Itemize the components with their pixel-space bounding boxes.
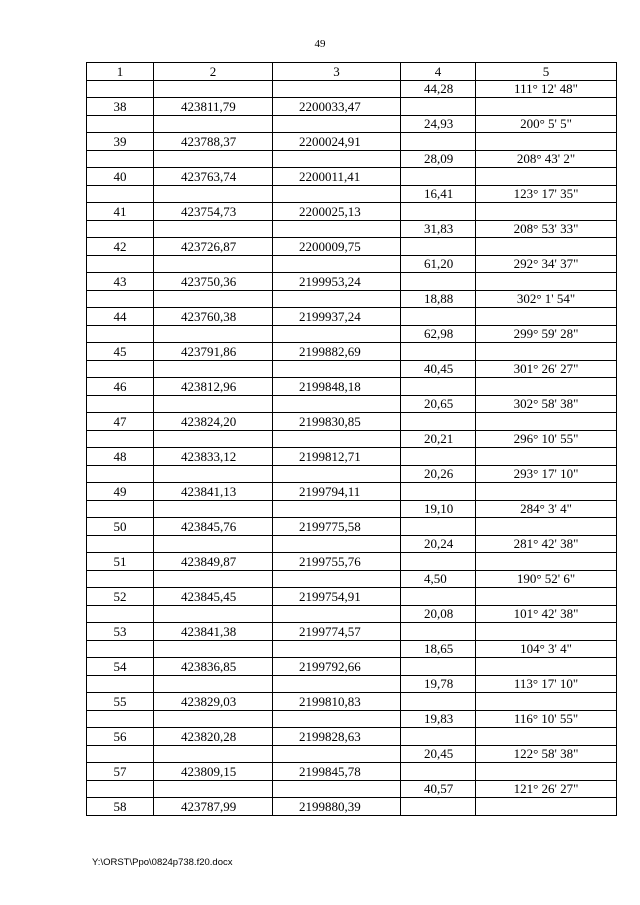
- table-row: [87, 80, 617, 98]
- cell-bearing: [476, 168, 617, 186]
- cell-length: [401, 343, 476, 361]
- cell-coord-x: 423820,28: [154, 728, 273, 746]
- table-row: [87, 623, 617, 641]
- cell-bearing: 301° 26' 27": [476, 360, 617, 378]
- cell-bearing: [476, 623, 617, 641]
- cell-coord-x: 423754,73: [154, 203, 273, 221]
- cell-bearing: 299° 59' 28": [476, 325, 617, 343]
- cell-point-number: [87, 745, 154, 763]
- cell-coord-x: [154, 220, 273, 238]
- cell-coord-x: [154, 430, 273, 448]
- cell-coord-y: 2199830,85: [273, 413, 401, 431]
- cell-bearing: 101° 42' 38": [476, 605, 617, 623]
- cell-bearing: [476, 378, 617, 396]
- table-row: [87, 745, 617, 763]
- cell-coord-x: [154, 150, 273, 168]
- table-row: [87, 133, 617, 151]
- cell-length: [401, 763, 476, 781]
- page-number: 49: [314, 38, 326, 50]
- cell-coord-y: [273, 80, 401, 98]
- cell-coord-y: [273, 290, 401, 308]
- cell-length: [401, 518, 476, 536]
- cell-coord-y: [273, 710, 401, 728]
- cell-bearing: 200° 5' 5": [476, 115, 617, 133]
- cell-bearing: 302° 1' 54": [476, 290, 617, 308]
- cell-length: 18,88: [401, 290, 476, 308]
- table-row: [87, 150, 617, 168]
- cell-coord-y: [273, 220, 401, 238]
- cell-coord-x: [154, 570, 273, 588]
- cell-coord-y: [273, 605, 401, 623]
- cell-point-number: 51: [87, 553, 154, 571]
- cell-coord-x: [154, 710, 273, 728]
- table-body: [87, 80, 617, 815]
- cell-bearing: [476, 343, 617, 361]
- cell-coord-x: 423811,79: [154, 98, 273, 116]
- cell-length: 19,10: [401, 500, 476, 518]
- cell-point-number: 46: [87, 378, 154, 396]
- cell-coord-x: 423809,15: [154, 763, 273, 781]
- cell-coord-x: 423791,86: [154, 343, 273, 361]
- table-row: [87, 763, 617, 781]
- cell-coord-y: [273, 430, 401, 448]
- cell-length: [401, 728, 476, 746]
- cell-coord-y: [273, 255, 401, 273]
- cell-bearing: [476, 728, 617, 746]
- table-row: [87, 238, 617, 256]
- header-col-4: 4: [401, 63, 476, 81]
- cell-point-number: 50: [87, 518, 154, 536]
- table-row: [87, 675, 617, 693]
- cell-coord-x: [154, 745, 273, 763]
- cell-coord-y: 2199755,76: [273, 553, 401, 571]
- cell-bearing: [476, 413, 617, 431]
- cell-bearing: 116° 10' 55": [476, 710, 617, 728]
- cell-bearing: 123° 17' 35": [476, 185, 617, 203]
- cell-point-number: 42: [87, 238, 154, 256]
- cell-point-number: [87, 640, 154, 658]
- cell-length: [401, 658, 476, 676]
- cell-bearing: 111° 12' 48": [476, 80, 617, 98]
- cell-coord-y: 2199845,78: [273, 763, 401, 781]
- cell-coord-y: 2199882,69: [273, 343, 401, 361]
- table-row: [87, 658, 617, 676]
- cell-length: [401, 413, 476, 431]
- table-row: [87, 588, 617, 606]
- header-col-5: 5: [476, 63, 617, 81]
- cell-coord-y: 2199812,71: [273, 448, 401, 466]
- table-row: [87, 255, 617, 273]
- cell-point-number: [87, 570, 154, 588]
- cell-bearing: 122° 58' 38": [476, 745, 617, 763]
- cell-length: [401, 168, 476, 186]
- cell-coord-y: 2199953,24: [273, 273, 401, 291]
- cell-coord-y: 2199880,39: [273, 798, 401, 816]
- cell-point-number: 44: [87, 308, 154, 326]
- cell-bearing: 284° 3' 4": [476, 500, 617, 518]
- cell-bearing: 293° 17' 10": [476, 465, 617, 483]
- table-row: [87, 343, 617, 361]
- cell-bearing: 296° 10' 55": [476, 430, 617, 448]
- cell-bearing: [476, 483, 617, 501]
- cell-length: 4,50: [401, 570, 476, 588]
- cell-point-number: [87, 675, 154, 693]
- cell-bearing: 292° 34' 37": [476, 255, 617, 273]
- table-row: [87, 500, 617, 518]
- cell-bearing: 208° 53' 33": [476, 220, 617, 238]
- cell-point-number: [87, 80, 154, 98]
- cell-length: [401, 483, 476, 501]
- cell-bearing: 190° 52' 6": [476, 570, 617, 588]
- cell-length: [401, 98, 476, 116]
- table-row: [87, 290, 617, 308]
- cell-coord-x: [154, 255, 273, 273]
- cell-coord-x: [154, 325, 273, 343]
- cell-point-number: [87, 430, 154, 448]
- cell-length: 61,20: [401, 255, 476, 273]
- cell-length: 31,83: [401, 220, 476, 238]
- cell-coord-x: [154, 115, 273, 133]
- cell-coord-y: [273, 115, 401, 133]
- cell-point-number: [87, 290, 154, 308]
- cell-point-number: 48: [87, 448, 154, 466]
- cell-coord-y: [273, 745, 401, 763]
- cell-coord-x: 423845,76: [154, 518, 273, 536]
- cell-bearing: [476, 133, 617, 151]
- table-row: [87, 465, 617, 483]
- cell-point-number: [87, 780, 154, 798]
- cell-length: 20,45: [401, 745, 476, 763]
- cell-bearing: [476, 448, 617, 466]
- cell-coord-x: [154, 185, 273, 203]
- cell-coord-y: [273, 640, 401, 658]
- cell-point-number: [87, 395, 154, 413]
- table-row: [87, 570, 617, 588]
- cell-point-number: 45: [87, 343, 154, 361]
- cell-coord-x: 423824,20: [154, 413, 273, 431]
- table-row: [87, 325, 617, 343]
- cell-coord-x: 423833,12: [154, 448, 273, 466]
- table-row: [87, 483, 617, 501]
- cell-length: 20,65: [401, 395, 476, 413]
- cell-coord-x: [154, 780, 273, 798]
- cell-coord-x: 423849,87: [154, 553, 273, 571]
- cell-length: [401, 553, 476, 571]
- cell-length: 20,24: [401, 535, 476, 553]
- cell-coord-x: 423750,36: [154, 273, 273, 291]
- cell-coord-y: [273, 675, 401, 693]
- cell-point-number: [87, 465, 154, 483]
- cell-point-number: 47: [87, 413, 154, 431]
- cell-coord-y: 2199774,57: [273, 623, 401, 641]
- cell-point-number: 41: [87, 203, 154, 221]
- cell-point-number: 57: [87, 763, 154, 781]
- cell-point-number: [87, 325, 154, 343]
- cell-coord-y: [273, 150, 401, 168]
- cell-coord-x: [154, 395, 273, 413]
- cell-coord-y: 2200024,91: [273, 133, 401, 151]
- cell-coord-y: 2200011,41: [273, 168, 401, 186]
- cell-coord-x: [154, 640, 273, 658]
- cell-length: [401, 308, 476, 326]
- cell-point-number: [87, 500, 154, 518]
- header-col-2: 2: [154, 63, 273, 81]
- cell-coord-y: 2199937,24: [273, 308, 401, 326]
- coordinates-table: [86, 62, 617, 816]
- cell-length: [401, 273, 476, 291]
- cell-point-number: 55: [87, 693, 154, 711]
- table-row: [87, 605, 617, 623]
- cell-coord-x: [154, 500, 273, 518]
- cell-coord-x: [154, 360, 273, 378]
- cell-point-number: 52: [87, 588, 154, 606]
- cell-coord-x: [154, 535, 273, 553]
- cell-coord-x: 423829,03: [154, 693, 273, 711]
- cell-length: [401, 448, 476, 466]
- cell-bearing: [476, 658, 617, 676]
- cell-coord-y: [273, 395, 401, 413]
- cell-coord-x: 423836,85: [154, 658, 273, 676]
- table-row: [87, 553, 617, 571]
- cell-bearing: [476, 518, 617, 536]
- table-row: [87, 308, 617, 326]
- table-row: [87, 710, 617, 728]
- cell-length: 20,21: [401, 430, 476, 448]
- table-row: [87, 430, 617, 448]
- table-row: [87, 98, 617, 116]
- cell-length: 28,09: [401, 150, 476, 168]
- cell-bearing: [476, 693, 617, 711]
- cell-bearing: 104° 3' 4": [476, 640, 617, 658]
- cell-coord-y: 2200033,47: [273, 98, 401, 116]
- cell-point-number: 56: [87, 728, 154, 746]
- cell-coord-x: 423812,96: [154, 378, 273, 396]
- cell-bearing: 113° 17' 10": [476, 675, 617, 693]
- cell-coord-y: [273, 570, 401, 588]
- cell-length: 19,78: [401, 675, 476, 693]
- cell-point-number: 38: [87, 98, 154, 116]
- cell-bearing: [476, 763, 617, 781]
- cell-point-number: [87, 185, 154, 203]
- table-row: [87, 535, 617, 553]
- header-col-1: 1: [87, 63, 154, 81]
- cell-bearing: [476, 203, 617, 221]
- cell-coord-y: 2199848,18: [273, 378, 401, 396]
- cell-length: [401, 133, 476, 151]
- cell-coord-y: 2199775,58: [273, 518, 401, 536]
- cell-point-number: 58: [87, 798, 154, 816]
- cell-point-number: 39: [87, 133, 154, 151]
- cell-coord-x: [154, 605, 273, 623]
- cell-bearing: 208° 43' 2": [476, 150, 617, 168]
- cell-point-number: 53: [87, 623, 154, 641]
- cell-length: 19,83: [401, 710, 476, 728]
- cell-length: [401, 798, 476, 816]
- cell-bearing: [476, 273, 617, 291]
- table-header-row: [87, 63, 617, 81]
- table-row: [87, 220, 617, 238]
- cell-point-number: [87, 605, 154, 623]
- table-row: [87, 780, 617, 798]
- cell-bearing: [476, 238, 617, 256]
- cell-coord-y: [273, 500, 401, 518]
- cell-length: [401, 203, 476, 221]
- cell-length: [401, 693, 476, 711]
- cell-coord-x: 423726,87: [154, 238, 273, 256]
- cell-coord-y: 2199794,11: [273, 483, 401, 501]
- cell-point-number: [87, 535, 154, 553]
- cell-coord-y: 2200009,75: [273, 238, 401, 256]
- cell-point-number: [87, 150, 154, 168]
- file-path-footer: Y:\ORST\Ppo\0824p738.f20.docx: [92, 857, 233, 868]
- cell-length: 44,28: [401, 80, 476, 98]
- table-row: [87, 360, 617, 378]
- cell-point-number: 54: [87, 658, 154, 676]
- cell-point-number: [87, 255, 154, 273]
- cell-bearing: [476, 798, 617, 816]
- cell-coord-x: [154, 80, 273, 98]
- cell-point-number: [87, 220, 154, 238]
- cell-coord-x: [154, 675, 273, 693]
- table-row: [87, 168, 617, 186]
- cell-coord-x: 423787,99: [154, 798, 273, 816]
- table-row: [87, 273, 617, 291]
- cell-length: 20,08: [401, 605, 476, 623]
- table-row: [87, 203, 617, 221]
- cell-coord-x: [154, 290, 273, 308]
- table-row: [87, 395, 617, 413]
- table-row: [87, 115, 617, 133]
- table-row: [87, 640, 617, 658]
- cell-length: [401, 238, 476, 256]
- table-row: [87, 798, 617, 816]
- cell-point-number: 40: [87, 168, 154, 186]
- cell-coord-x: 423841,13: [154, 483, 273, 501]
- cell-coord-y: 2199792,66: [273, 658, 401, 676]
- cell-bearing: [476, 588, 617, 606]
- cell-bearing: [476, 98, 617, 116]
- table-row: [87, 185, 617, 203]
- cell-coord-y: [273, 360, 401, 378]
- cell-coord-x: 423845,45: [154, 588, 273, 606]
- header-col-3: 3: [273, 63, 401, 81]
- cell-length: 16,41: [401, 185, 476, 203]
- table-row: [87, 693, 617, 711]
- cell-bearing: [476, 553, 617, 571]
- cell-length: 62,98: [401, 325, 476, 343]
- cell-length: 40,57: [401, 780, 476, 798]
- cell-bearing: 121° 26' 27": [476, 780, 617, 798]
- table-row: [87, 448, 617, 466]
- cell-coord-y: 2199828,63: [273, 728, 401, 746]
- cell-coord-y: [273, 780, 401, 798]
- cell-coord-y: 2199810,83: [273, 693, 401, 711]
- cell-bearing: 281° 42' 38": [476, 535, 617, 553]
- cell-point-number: [87, 710, 154, 728]
- cell-coord-y: 2200025,13: [273, 203, 401, 221]
- cell-coord-y: [273, 465, 401, 483]
- cell-length: [401, 378, 476, 396]
- cell-point-number: 43: [87, 273, 154, 291]
- cell-length: 20,26: [401, 465, 476, 483]
- cell-length: [401, 623, 476, 641]
- table-row: [87, 378, 617, 396]
- cell-point-number: [87, 360, 154, 378]
- cell-coord-y: [273, 185, 401, 203]
- cell-coord-y: 2199754,91: [273, 588, 401, 606]
- cell-coord-x: 423788,37: [154, 133, 273, 151]
- cell-coord-x: 423841,38: [154, 623, 273, 641]
- cell-length: [401, 588, 476, 606]
- table-row: [87, 518, 617, 536]
- cell-point-number: 49: [87, 483, 154, 501]
- table-row: [87, 728, 617, 746]
- cell-coord-x: 423763,74: [154, 168, 273, 186]
- cell-length: 24,93: [401, 115, 476, 133]
- cell-coord-x: [154, 465, 273, 483]
- cell-length: 18,65: [401, 640, 476, 658]
- cell-length: 40,45: [401, 360, 476, 378]
- cell-point-number: [87, 115, 154, 133]
- cell-coord-x: 423760,38: [154, 308, 273, 326]
- cell-bearing: [476, 308, 617, 326]
- cell-bearing: 302° 58' 38": [476, 395, 617, 413]
- cell-coord-y: [273, 325, 401, 343]
- cell-coord-y: [273, 535, 401, 553]
- table-row: [87, 413, 617, 431]
